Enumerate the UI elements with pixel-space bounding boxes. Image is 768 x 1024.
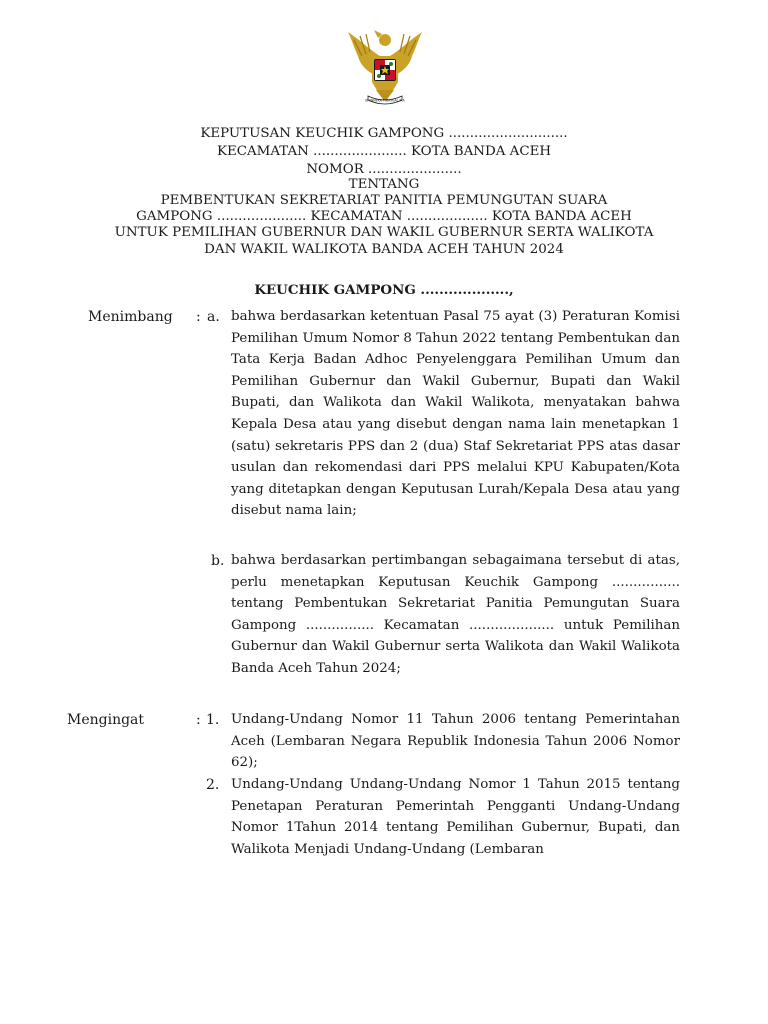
mengingat-marker-1: 1. (206, 712, 220, 728)
mengingat-label: Mengingat (67, 712, 145, 728)
menimbang-marker-a: a. (207, 309, 220, 325)
mengingat-marker-2: 2. (206, 777, 220, 793)
svg-text:BHINNEKA TUNGGAL IKA: BHINNEKA TUNGGAL IKA (365, 98, 405, 103)
menimbang-item-b: bahwa berdasarkan pertimbangan sebagaimana tersebut di atas, perlu menetapkan Keputusan Keuchik Gampong ................ tentang Pembentukan Sekretariat Panitia Pemungutan Suara Gampong ................ Kecamatan .................... untuk Pemilihan Gubernur dan Wakil Gubernur serta Walikota dan Wakil Walikota Banda Aceh Tahun 2024; (231, 553, 680, 676)
mengingat-item-1: Undang-Undang Nomor 11 Tahun 2006 tentang Pemerintahan Aceh (Lembaran Negara Republik Indonesia Tahun 2006 Nomor 62); (231, 712, 680, 771)
subject-line-4: DAN WAKIL WALIKOTA BANDA ACEH TAHUN 2024 (204, 242, 564, 257)
garuda-pancasila-emblem (334, 26, 436, 108)
mengingat-colon: : (196, 712, 201, 728)
subject-line-3: UNTUK PEMILIHAN GUBERNUR DAN WAKIL GUBERNUR SERTA WALIKOTA (114, 225, 654, 240)
official-title: KEUCHIK GAMPONG ..................., (254, 282, 514, 298)
decree-number: NOMOR ...................... (306, 162, 462, 177)
menimbang-item-a: bahwa berdasarkan ketentuan Pasal 75 ayat (3) Peraturan Komisi Pemilihan Umum Nomor 8 Tahun 2022 tentang Pembentukan dan Tata Kerja Badan Adhoc Penyelenggara Pemilihan Umum dan Pemilihan Gubernur dan Wakil Gubernur, Bupati dan Wakil Bupati, dan Walikota dan Wakil Walikota, menyatakan bahwa Kepala Desa atau yang disebut dengan nama lain menetapkan 1 (satu) sekretaris PPS dan 2 (dua) Staf Sekretariat PPS atas dasar usulan dan rekomendasi dari PPS melalui KPU Kabupaten/Kota yang ditetapkan dengan Keputusan Lurah/Kepala Desa atau yang disebut nama lain; (231, 309, 680, 519)
subject-line-2: GAMPONG ..................... KECAMATAN ................... KOTA BANDA ACEH (136, 209, 632, 224)
menimbang-marker-b: b. (211, 553, 225, 569)
decree-title-line-2: KECAMATAN ...................... KOTA BANDA ACEH (216, 144, 552, 159)
menimbang-label: Menimbang (88, 309, 173, 325)
menimbang-colon: : (196, 309, 201, 325)
mengingat-item-2: Undang-Undang Undang-Undang Nomor 1 Tahun 2015 tentang Penetapan Peraturan Pemerintah Pengganti Undang-Undang Nomor 1Tahun 2014 tentang Pemilihan Gubernur, Bupati, dan Walikota Menjadi Undang-Undang (Lembaran (231, 777, 680, 857)
decree-title-line-1: KEPUTUSAN KEUCHIK GAMPONG ............................ (200, 126, 568, 141)
tentang-heading: TENTANG (348, 177, 420, 192)
subject-line-1: PEMBENTUKAN SEKRETARIAT PANITIA PEMUNGUTAN SUARA (160, 193, 608, 208)
